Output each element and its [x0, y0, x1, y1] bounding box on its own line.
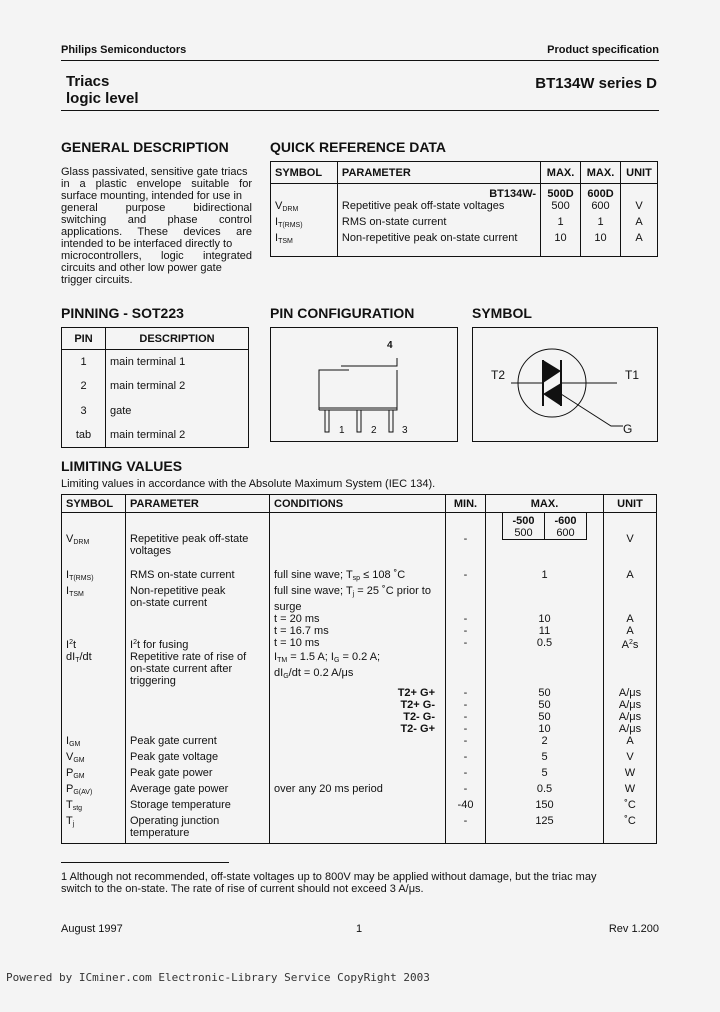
gd-line: switching and phase control — [61, 214, 252, 226]
symbol-label-t1: T1 — [625, 368, 640, 382]
lim-parameter: RMS on-state current — [126, 557, 270, 585]
lim-max: 50 — [486, 699, 604, 711]
lim-unit-post: s — [632, 639, 639, 651]
lim-col-unit: UNIT — [604, 495, 657, 513]
lim-symbol: T — [66, 799, 73, 811]
lim-col-min: MIN. — [446, 495, 486, 513]
lim-condition: t = 10 ms — [270, 637, 446, 651]
lim-parameter-cont: triggering — [130, 675, 176, 687]
qrd-col-max-500: MAX. — [541, 162, 581, 184]
lim-row-gate — [62, 799, 657, 815]
qrd-col-parameter: PARAMETER — [337, 162, 540, 184]
lim-row-i2t — [62, 637, 657, 651]
lim-max: 2 — [486, 735, 604, 751]
title-rule — [61, 110, 659, 111]
footer-watermark: Powered by ICminer.com Electronic-Library Service CopyRight 2003 — [6, 971, 430, 984]
lim-min: - — [446, 751, 486, 767]
pin-header-row — [62, 328, 249, 350]
lim-parameter: Non-repetitive peak — [130, 585, 226, 597]
lim-condition: T2+ G- — [270, 699, 446, 711]
gd-line: trigger circuits. — [61, 274, 133, 286]
lim-symbol-sub: T — [75, 657, 80, 664]
lim-col-symbol: SYMBOL — [62, 495, 126, 513]
pin-row — [62, 374, 249, 399]
qrd-unit: A — [620, 216, 657, 232]
lim-col-max: MAX. — [486, 495, 604, 513]
pin-label-1: 1 — [339, 425, 345, 436]
lim-row-vdrm — [62, 513, 657, 558]
lim-symbol-sub: GM — [69, 741, 81, 748]
footnote-line: switch to the on-state. The rate of rise of current should not exceed 3 A/μs. — [61, 883, 424, 895]
lim-symbol: V — [66, 751, 74, 763]
lim-parameter-cont: on-state current after — [130, 663, 233, 675]
pin-configuration-box — [270, 327, 458, 442]
lim-max: 10 — [486, 723, 604, 735]
lim-symbol: I — [66, 569, 70, 581]
lim-symbol: dI — [66, 651, 76, 663]
pin-configuration-heading: PIN CONFIGURATION — [270, 305, 415, 321]
lim-unit: ˚C — [604, 799, 657, 815]
gd-line: intended to be interfaced directly to — [61, 238, 233, 250]
qrd-value-500: 10 — [541, 232, 581, 257]
qrd-col-max-600: MAX. — [581, 162, 621, 184]
lim-row-dit-sub — [62, 711, 657, 723]
pin-row — [62, 423, 249, 448]
lim-condition-post: /dt = 0.2 A/μs — [288, 667, 354, 679]
qrd-parameter: RMS on-state current — [337, 216, 540, 232]
title-line-1: Triacs — [66, 73, 110, 90]
footer-page-number: 1 — [356, 923, 363, 935]
qrd-symbol: I — [275, 216, 279, 228]
symbol-heading: SYMBOL — [472, 305, 532, 321]
lim-max: 50 — [486, 711, 604, 723]
lim-parameter: Average gate power — [126, 783, 270, 799]
pin-number: tab — [62, 423, 106, 448]
lim-condition-sub: sp — [352, 575, 361, 582]
lim-unit: A — [621, 639, 629, 651]
lim-max: 1 — [486, 557, 604, 585]
gd-line: surface mounting, intended for use in — [61, 190, 243, 202]
lim-parameter-cont: temperature — [130, 827, 190, 839]
general-description-heading: GENERAL DESCRIPTION — [61, 139, 229, 155]
lim-symbol-sub: TSM — [69, 591, 84, 598]
lim-min: - — [446, 625, 486, 637]
qrd-symbol: V — [275, 200, 283, 212]
lim-symbol: V — [66, 533, 74, 545]
lim-min: - — [446, 613, 486, 625]
lim-symbol-sub: T(RMS) — [69, 575, 94, 582]
lim-symbol-sup: 2 — [69, 639, 73, 646]
lim-condition-sub: G — [333, 657, 340, 664]
lim-max-subheader — [502, 513, 587, 540]
lim-condition-mid: = 1.5 A; I — [287, 651, 334, 663]
qrd-type-600: 600D — [581, 184, 621, 201]
footer-date: August 1997 — [61, 923, 123, 935]
lim-row-dit-sub — [62, 687, 657, 699]
lim-condition: full sine wave; T — [274, 569, 353, 581]
lim-max: 11 — [486, 625, 604, 637]
lim-max: 0.5 — [486, 783, 604, 799]
lim-condition: t = 16.7 ms — [270, 625, 446, 637]
lim-min: - — [446, 687, 486, 699]
pin-number: 3 — [62, 399, 106, 424]
lim-min: - — [446, 767, 486, 783]
lim-unit: A/μs — [604, 699, 657, 711]
lim-condition-sub: G — [283, 673, 289, 680]
lim-unit-sup: 2 — [628, 639, 633, 646]
lim-unit: A — [604, 625, 657, 637]
lim-min: - — [446, 723, 486, 735]
qrd-col-unit: UNIT — [620, 162, 657, 184]
lim-max: 5 — [486, 751, 604, 767]
lim-row-gate — [62, 767, 657, 783]
lim-row-tj — [62, 815, 657, 844]
lim-symbol: P — [66, 783, 74, 795]
lim-symbol-sub: GM — [73, 773, 85, 780]
lim-max: 0.5 — [486, 637, 604, 651]
pin-label-2: 2 — [371, 425, 377, 436]
lim-condition: T2- G+ — [270, 723, 446, 735]
lim-parameter: Peak gate power — [126, 767, 270, 783]
limiting-values-table — [61, 494, 657, 844]
lim-unit: A — [604, 613, 657, 625]
sot223-package-drawing — [271, 328, 457, 441]
lim-unit: A/μs — [604, 711, 657, 723]
lim-max-500-label: -500 — [512, 515, 535, 527]
general-description-text — [61, 166, 252, 286]
lim-row-gate — [62, 751, 657, 767]
symbol-label-g: G — [623, 422, 633, 436]
document-type: Product specification — [547, 44, 659, 56]
qrd-value-600: 10 — [581, 232, 621, 257]
lim-condition-post: = 0.2 A; — [339, 651, 381, 663]
gd-line: circuits and other low power gate — [61, 262, 222, 274]
lim-min: - — [446, 735, 486, 751]
footer-revision: Rev 1.200 — [608, 923, 659, 935]
title-line-2: logic level — [66, 90, 139, 107]
qrd-symbol: I — [275, 232, 279, 244]
lim-header-row — [62, 495, 657, 513]
lim-symbol: I — [66, 639, 70, 651]
qrd-row — [271, 200, 658, 216]
lim-condition: T2+ G+ — [270, 687, 446, 699]
qrd-value-500: 500 — [541, 200, 581, 216]
lim-condition — [270, 751, 446, 767]
lim-symbol-sub: G(AV) — [73, 789, 93, 796]
gd-line: general purpose bidirectional — [61, 202, 252, 214]
lim-condition-post: ≤ 108 ˚C — [360, 569, 406, 581]
lim-condition: I — [274, 651, 278, 663]
lim-max: 125 — [486, 815, 604, 844]
qrd-parameter: Repetitive peak off-state voltages — [337, 200, 540, 216]
pin-description: main terminal 2 — [106, 374, 249, 399]
lim-row-itsm-sub — [62, 625, 657, 637]
lim-row-gate — [62, 783, 657, 799]
lim-min: - — [446, 699, 486, 711]
symbol-box — [472, 327, 658, 442]
qrd-value-600: 1 — [581, 216, 621, 232]
lim-parameter: Operating junction — [130, 815, 220, 827]
lim-min: - — [446, 557, 486, 585]
qrd-type-row — [271, 184, 658, 201]
lim-min: - — [446, 711, 486, 723]
header-rule — [61, 60, 659, 61]
lim-unit: V — [604, 513, 657, 558]
lim-parameter-cont: on-state current — [130, 597, 208, 609]
lim-max: 5 — [486, 767, 604, 783]
lim-symbol-sub: j — [72, 821, 75, 828]
footnote-line: 1 Although not recommended, off-state voltages up to 800V may be applied without damage, but the triac may — [61, 871, 597, 883]
lim-symbol: I — [66, 735, 70, 747]
lim-condition: full sine wave; T — [274, 585, 353, 597]
lim-min: - — [446, 513, 486, 558]
qrd-type-label: BT134W- — [337, 184, 540, 201]
qrd-row — [271, 232, 658, 257]
lim-row-itsm — [62, 585, 657, 613]
pin-label-3: 3 — [402, 425, 408, 436]
qrd-symbol-sub: TSM — [278, 238, 293, 245]
lim-condition: T2- G- — [270, 711, 446, 723]
pin-col-pin: PIN — [62, 328, 106, 350]
lim-condition: t = 20 ms — [270, 613, 446, 625]
lim-condition: dI — [274, 667, 284, 679]
pin-row — [62, 350, 249, 375]
lim-max: 50 — [486, 687, 604, 699]
pin-number: 1 — [62, 350, 106, 375]
lim-min: - — [446, 815, 486, 844]
lim-symbol: T — [66, 815, 73, 827]
lim-parameter: Peak gate current — [126, 735, 270, 751]
pinning-table — [61, 327, 249, 448]
qrd-value-600: 600 — [581, 200, 621, 216]
pin-label-4: 4 — [387, 340, 393, 351]
lim-unit: A — [604, 735, 657, 751]
gd-line: Glass passivated, sensitive gate triacs — [61, 166, 248, 178]
lim-parameter-sup: 2 — [133, 639, 137, 646]
lim-unit: W — [604, 767, 657, 783]
lim-symbol-sub: GM — [73, 757, 85, 764]
lim-condition-sub: j — [352, 591, 355, 598]
pinning-heading: PINNING - SOT223 — [61, 305, 184, 321]
lim-parameter: Peak gate voltage — [126, 751, 270, 767]
lim-unit: W — [604, 783, 657, 799]
lim-col-parameter: PARAMETER — [126, 495, 270, 513]
part-number: BT134W series D — [535, 75, 657, 92]
qrd-parameter: Non-repetitive peak on-state current — [337, 232, 540, 257]
lim-condition-post: = 25 ˚C prior to — [354, 585, 431, 597]
limiting-values-intro: Limiting values in accordance with the Absolute Maximum System (IEC 134). — [61, 478, 436, 490]
gd-line: microcontrollers, logic integrated — [61, 250, 252, 262]
qrd-col-symbol: SYMBOL — [271, 162, 338, 184]
gd-line: applications. These devices are — [61, 226, 252, 238]
lim-condition-sub: TM — [277, 657, 288, 664]
lim-condition: over any 20 ms period — [270, 783, 446, 799]
qrd-row — [271, 216, 658, 232]
symbol-label-t2: T2 — [491, 368, 506, 382]
lim-row-itsm-sub — [62, 613, 657, 625]
lim-max-500-value: 500 — [514, 527, 533, 539]
lim-max-600-value: 600 — [556, 527, 575, 539]
lim-unit: ˚C — [604, 815, 657, 844]
pin-row — [62, 399, 249, 424]
lim-min: -40 — [446, 799, 486, 815]
lim-max: 150 — [486, 799, 604, 815]
lim-min: - — [446, 637, 486, 651]
lim-unit: A — [604, 557, 657, 585]
lim-max: 10 — [486, 613, 604, 625]
lim-parameter: Storage temperature — [126, 799, 270, 815]
lim-parameter-post: t for fusing — [136, 639, 189, 651]
gd-line: in a plastic envelope suitable for — [61, 178, 252, 190]
pin-description: gate — [106, 399, 249, 424]
lim-symbol: P — [66, 767, 74, 779]
lim-symbol: I — [66, 585, 70, 597]
lim-unit: A/μs — [604, 687, 657, 699]
lim-parameter: Repetitive peak off-state — [130, 533, 249, 545]
lim-row-gate — [62, 735, 657, 751]
pin-number: 2 — [62, 374, 106, 399]
footnote — [61, 871, 596, 895]
lim-condition-cont: surge — [274, 601, 302, 613]
lim-condition — [270, 735, 446, 751]
pin-col-description: DESCRIPTION — [106, 328, 249, 350]
lim-symbol-sub: stg — [72, 805, 83, 812]
lim-row-itrms — [62, 557, 657, 585]
qrd-unit: V — [620, 200, 657, 216]
lim-unit: A/μs — [604, 723, 657, 735]
qrd-value-500: 1 — [541, 216, 581, 232]
qrd-type-500: 500D — [541, 184, 581, 201]
footnote-rule — [61, 862, 229, 863]
lim-condition — [270, 767, 446, 783]
lim-parameter-cont: voltages — [130, 545, 171, 557]
lim-parameter: I — [130, 639, 134, 651]
qrd-header-row — [271, 162, 658, 184]
lim-row-dit-sub — [62, 699, 657, 711]
limiting-values-heading: LIMITING VALUES — [61, 458, 183, 474]
qrd-unit: A — [620, 232, 657, 257]
lim-condition — [270, 799, 446, 815]
quick-reference-table — [270, 161, 658, 257]
qrd-symbol-sub: T(RMS) — [278, 222, 303, 229]
lim-unit: V — [604, 751, 657, 767]
lim-row-dit-sub — [62, 723, 657, 735]
lim-symbol-sub: DRM — [73, 539, 90, 546]
pin-description: main terminal 2 — [106, 423, 249, 448]
lim-max-600-label: -600 — [554, 515, 577, 527]
quick-reference-heading: QUICK REFERENCE DATA — [270, 139, 447, 155]
company-name: Philips Semiconductors — [61, 44, 187, 56]
lim-col-conditions: CONDITIONS — [270, 495, 446, 513]
lim-parameter: Repetitive rate of rise of — [130, 651, 247, 663]
lim-symbol-post: t — [72, 639, 77, 651]
lim-row-dit — [62, 651, 657, 687]
lim-min: - — [446, 783, 486, 799]
pin-description: main terminal 1 — [106, 350, 249, 375]
qrd-symbol-sub: DRM — [282, 206, 299, 213]
lim-symbol-post: /dt — [79, 651, 92, 663]
